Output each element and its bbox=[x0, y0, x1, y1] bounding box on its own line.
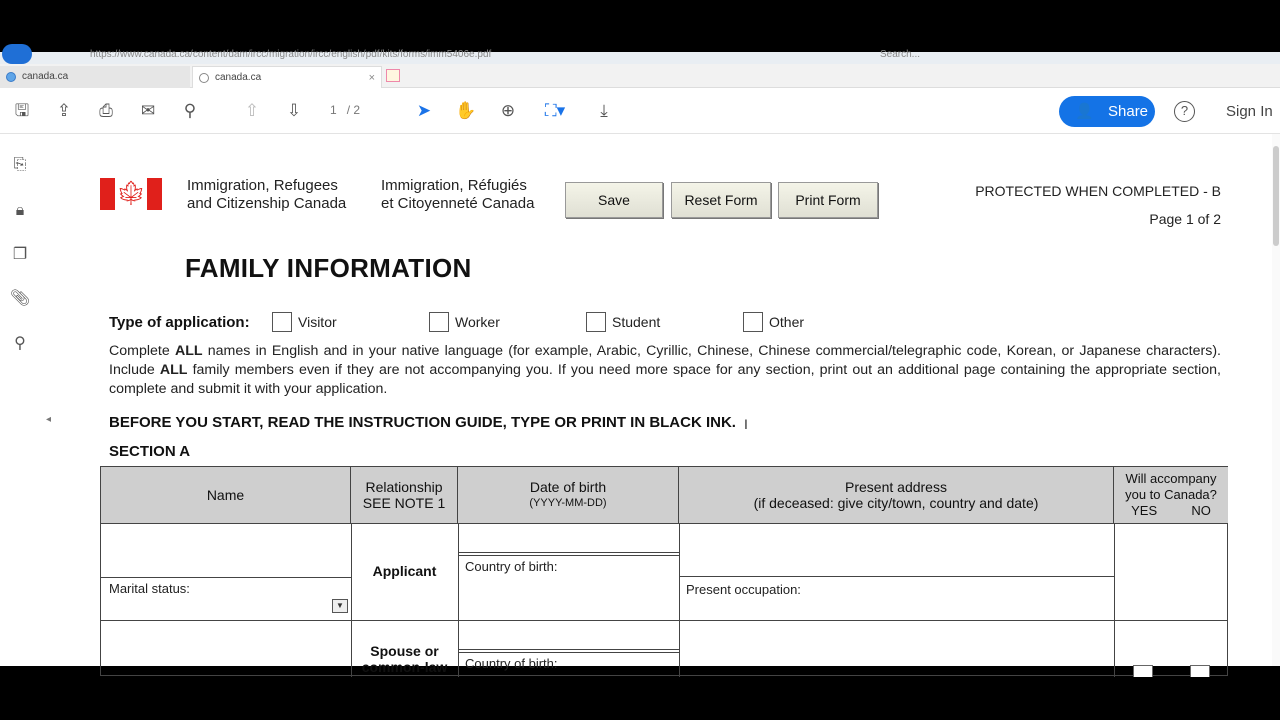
yes-label: YES bbox=[1131, 503, 1158, 518]
url-text[interactable]: https://www.canada.ca/content/dam/ircc/migration/ircc/english/pdf/kits/forms/imm5406e.pdf bbox=[90, 49, 492, 60]
email-icon[interactable]: ✉ bbox=[140, 101, 156, 120]
search-box[interactable]: Search... bbox=[880, 49, 921, 60]
dept-name-en: Immigration, Refugees and Citizenship Canada bbox=[187, 177, 347, 212]
search-icon[interactable]: ⚲ bbox=[14, 335, 26, 352]
protected-notice: PROTECTED WHEN COMPLETED - B bbox=[975, 183, 1221, 199]
canada-flag-logo: 🍁︎ bbox=[100, 178, 162, 210]
present-occupation-label: Present occupation: bbox=[686, 582, 801, 597]
page-up-icon[interactable]: ⇧ bbox=[244, 101, 260, 120]
bookmark-search-icon[interactable]: ⎘ bbox=[13, 156, 27, 173]
printer-icon[interactable]: ⎙ bbox=[99, 101, 113, 120]
worker-label: Worker bbox=[455, 314, 500, 330]
spouse-label: Spouse or common-law bbox=[361, 643, 448, 675]
visitor-label: Visitor bbox=[298, 314, 337, 330]
family-table bbox=[100, 466, 1228, 676]
student-label: Student bbox=[612, 314, 661, 330]
tab-canada-1[interactable] bbox=[0, 66, 190, 88]
no-label: NO bbox=[1191, 503, 1211, 518]
collapse-arrow-icon[interactable]: ◂ bbox=[46, 414, 52, 425]
visitor-checkbox[interactable] bbox=[272, 312, 292, 332]
loading-icon bbox=[199, 73, 209, 83]
col-header-dob: Date of birth (YYYY-MM-DD) bbox=[458, 467, 679, 524]
col-header-relationship: Relationship SEE NOTE 1 bbox=[351, 467, 458, 524]
print-form-button[interactable]: Print Form bbox=[778, 182, 878, 218]
text-cursor-icon: I bbox=[744, 416, 748, 432]
back-button[interactable] bbox=[2, 44, 32, 64]
page-indicator[interactable] bbox=[330, 103, 360, 117]
screen bbox=[0, 49, 1280, 675]
zoom-in-icon[interactable]: ⊕ bbox=[500, 101, 516, 120]
scrollbar-thumb[interactable] bbox=[1273, 146, 1279, 246]
page-of-label: Page 1 of 2 bbox=[1149, 211, 1221, 227]
help-icon[interactable]: ? bbox=[1174, 101, 1195, 122]
tab-canada-2[interactable] bbox=[192, 66, 382, 88]
country-of-birth-label: Country of birth: bbox=[465, 559, 558, 574]
marital-status-dropdown-icon[interactable]: ▼ bbox=[332, 599, 348, 613]
applicant-dob-input[interactable] bbox=[459, 524, 679, 552]
vertical-scrollbar[interactable] bbox=[1272, 134, 1280, 666]
col-header-name: Name bbox=[101, 467, 351, 524]
attachment-icon[interactable]: 📎︎ bbox=[9, 290, 31, 307]
tab-label: canada.ca bbox=[22, 71, 69, 82]
student-checkbox[interactable] bbox=[586, 312, 606, 332]
zoom-search-icon[interactable]: ⚲ bbox=[183, 101, 197, 120]
select-cursor-icon[interactable]: ➤ bbox=[416, 101, 432, 120]
form-title: FAMILY INFORMATION bbox=[185, 253, 472, 283]
page-total: / 2 bbox=[346, 103, 361, 117]
before-you-start-notice: BEFORE YOU START, READ THE INSTRUCTION GUIDE, TYPE OR PRINT IN BLACK INK. bbox=[109, 414, 736, 431]
tab-label: canada.ca bbox=[215, 72, 262, 83]
applicant-address-input[interactable] bbox=[680, 524, 1114, 576]
other-label: Other bbox=[769, 314, 805, 330]
share-button[interactable] bbox=[1059, 96, 1155, 127]
hand-tool-icon[interactable]: ✋ bbox=[455, 101, 477, 120]
spouse-no-checkbox[interactable] bbox=[1190, 665, 1210, 677]
page-down-icon[interactable]: ⇩ bbox=[286, 101, 302, 120]
pdf-toolbar bbox=[0, 88, 1280, 134]
col-header-address: Present address (if deceased: give city/town, country and date) bbox=[679, 467, 1114, 524]
tab-strip bbox=[0, 64, 1280, 88]
globe-icon bbox=[6, 72, 16, 82]
worker-checkbox[interactable] bbox=[429, 312, 449, 332]
upload-icon[interactable]: ⇪ bbox=[56, 101, 72, 120]
applicant-label: Applicant bbox=[372, 563, 437, 579]
dept-name-fr: Immigration, Réfugiés et Citoyenneté Canada bbox=[381, 177, 535, 212]
fit-page-icon[interactable]: ⛶▾ bbox=[544, 101, 566, 120]
share-label: Share bbox=[1108, 103, 1149, 120]
pages-icon[interactable]: ❐ bbox=[12, 246, 28, 263]
section-a-heading: SECTION A bbox=[109, 443, 191, 460]
new-tab-button[interactable] bbox=[386, 69, 400, 82]
sign-in-link[interactable]: Sign In bbox=[1226, 103, 1273, 120]
applicant-name-input[interactable] bbox=[101, 524, 351, 577]
application-type-label: Type of application: bbox=[109, 314, 250, 331]
download-tool-icon[interactable]: ⤓ bbox=[600, 101, 608, 120]
instructions-paragraph: Complete ALL names in English and in your native language (for example, Arabic, Cyrillic, Chinese, Chinese commercial/telegraphic code, Korean, or Japanese characters). Include ALL family members even if they are not accompanying you. If you need more space for any section, print out an additional page containing the appropriate section, complete and submit it with your application. bbox=[109, 343, 1221, 397]
share-user-icon: 👤 bbox=[1075, 103, 1094, 120]
save-icon[interactable]: 🖫 bbox=[14, 101, 30, 120]
lock-icon[interactable]: 🔒︎ bbox=[15, 202, 25, 219]
marital-status-label: Marital status: bbox=[109, 581, 190, 596]
spouse-yes-checkbox[interactable] bbox=[1133, 665, 1153, 677]
pdf-page bbox=[60, 134, 1265, 675]
close-tab-icon[interactable]: × bbox=[368, 72, 375, 84]
address-bar[interactable] bbox=[0, 49, 1280, 64]
reset-form-button[interactable]: Reset Form bbox=[671, 182, 771, 218]
col-header-accompany: Will accompany you to Canada? YES NO bbox=[1114, 467, 1228, 524]
other-checkbox[interactable] bbox=[743, 312, 763, 332]
spouse-country-of-birth-label: Country of birth: bbox=[465, 656, 558, 671]
side-rail bbox=[0, 134, 40, 666]
page-current[interactable]: 1 bbox=[330, 103, 337, 117]
form-save-button[interactable]: Save bbox=[565, 182, 663, 218]
